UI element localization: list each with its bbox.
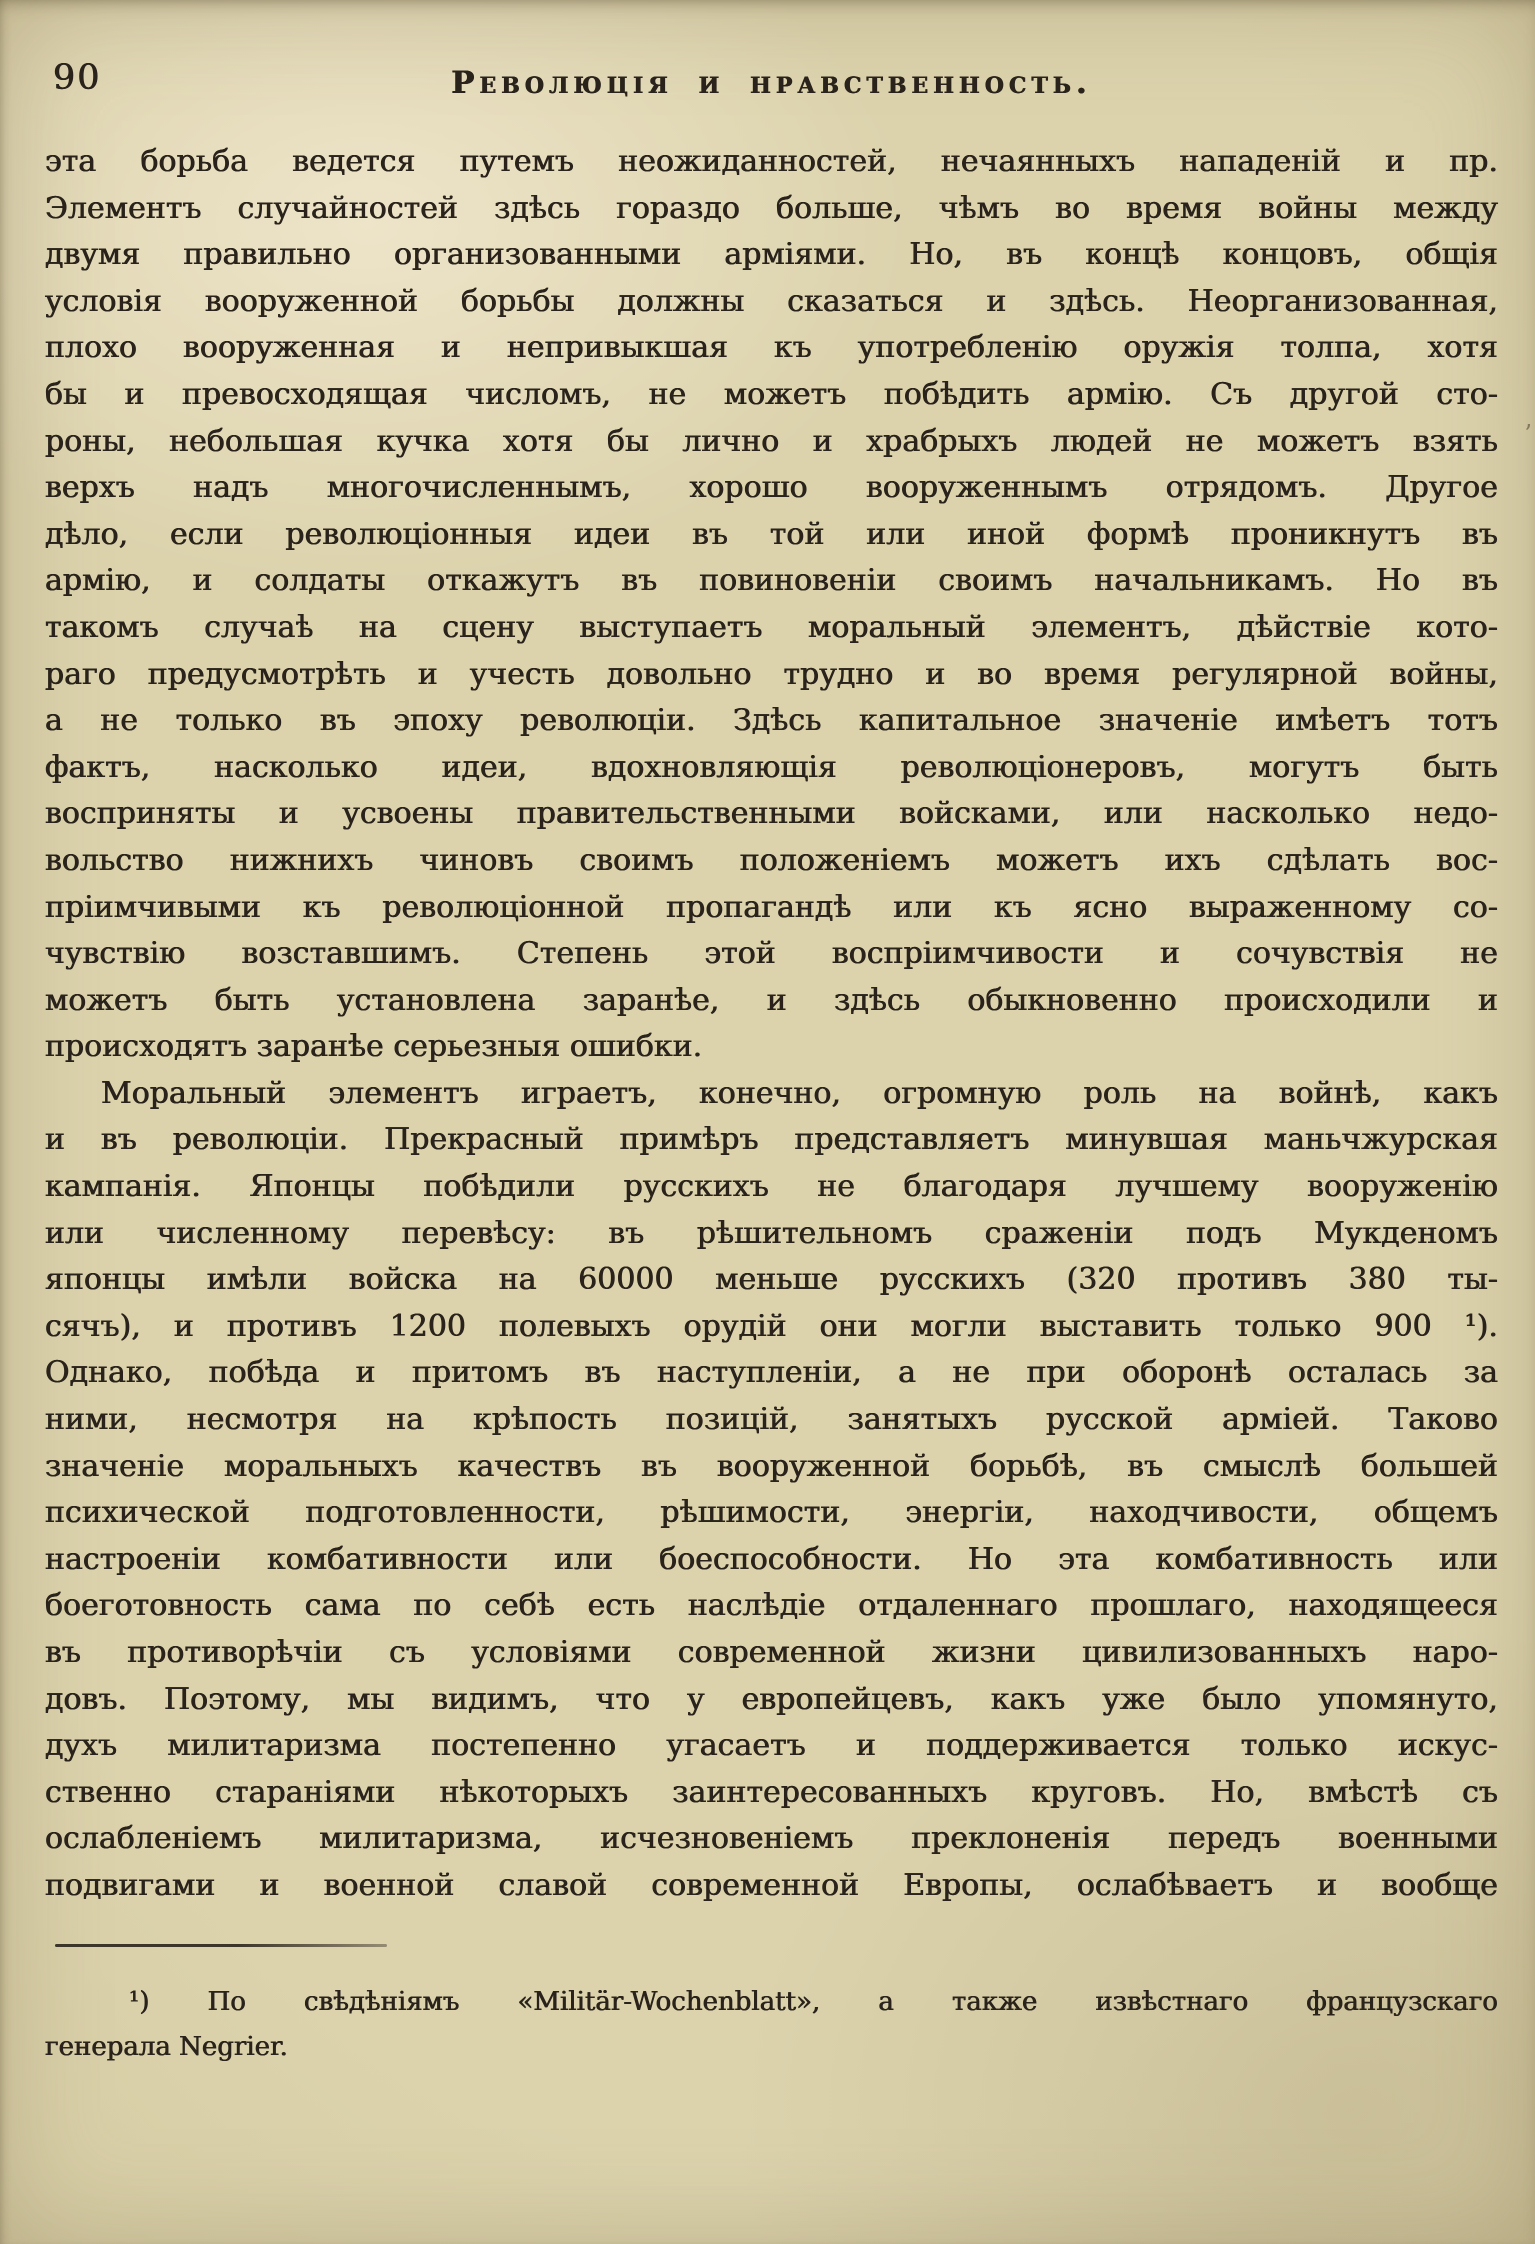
text-line: плохо вооруженная и непривыкшая къ употребленію оружія толпа, хотя xyxy=(45,330,1498,366)
page-header xyxy=(45,56,1498,110)
text-line: пріимчивыми къ революціонной пропагандѣ или къ ясно выраженному со- xyxy=(45,889,1498,925)
text-line: а не только въ эпоху революціи. Здѣсь капитальное значеніе имѣетъ тотъ xyxy=(45,703,1498,739)
footnote xyxy=(45,1980,1498,2070)
text-line: такомъ случаѣ на сцену выступаетъ моральный элементъ, дѣйствіе кото- xyxy=(45,609,1498,645)
text-line: настроеніи комбативности или боеспособности. Но эта комбативность или xyxy=(45,1541,1498,1577)
text-line: или численному перевѣсу: въ рѣшительномъ сраженіи подъ Мукденомъ xyxy=(45,1215,1498,1251)
footnote-line: генерала Negrier. xyxy=(45,2032,288,2062)
text-line: дѣло, если революціонныя идеи въ той или иной формѣ проникнутъ въ xyxy=(45,516,1498,552)
text-line: раго предусмотрѣть и учесть довольно трудно и во время регулярной войны, xyxy=(45,656,1498,692)
page-body-text xyxy=(45,139,1498,1910)
footnote-line: ¹) По свѣдѣніямъ «Militär-Wochenblatt», а также извѣстнаго французскаго xyxy=(129,1987,1498,2017)
text-line: вольство нижнихъ чиновъ своимъ положеніемъ можетъ ихъ сдѣлать вос- xyxy=(45,842,1498,878)
text-line: бы и превосходящая числомъ, не можетъ побѣдить армію. Съ другой сто- xyxy=(45,376,1498,412)
text-line: эта борьба ведется путемъ неожиданностей, нечаянныхъ нападеній и пр. xyxy=(45,144,1498,179)
running-head: Революція и нравственность. xyxy=(451,65,1092,101)
text-line: восприняты и усвоены правительственными войсками, или насколько недо- xyxy=(45,796,1498,832)
text-line: и въ революціи. Прекрасный примѣръ представляетъ минувшая маньчжурская xyxy=(45,1122,1498,1158)
paragraph-2 xyxy=(45,1071,1498,1910)
text-line: японцы имѣли войска на 60000 меньше русскихъ (320 противъ 380 ты- xyxy=(45,1262,1498,1298)
text-line: сячъ), и противъ 1200 полевыхъ орудій они могли выставить только 900 ¹). xyxy=(45,1308,1498,1344)
text-line: происходятъ заранѣе серьезныя ошибки. xyxy=(45,1029,703,1065)
text-line: условія вооруженной борьбы должны сказаться и здѣсь. Неорганизованная, xyxy=(45,283,1498,319)
text-line: въ противорѣчіи съ условіями современной жизни цивилизованныхъ наро- xyxy=(45,1635,1498,1670)
page-number: 90 xyxy=(53,58,102,98)
text-line: верхъ надъ многочисленнымъ, хорошо вооруженнымъ отрядомъ. Другое xyxy=(45,470,1498,506)
text-line: ослабленіемъ милитаризма, исчезновеніемъ преклоненія передъ военными xyxy=(45,1821,1498,1857)
scan-edge-mark: ’ xyxy=(1524,420,1532,448)
text-line: кампанія. Японцы побѣдили русскихъ не благодаря лучшему вооруженію xyxy=(45,1169,1498,1205)
text-line: духъ милитаризма постепенно угасаетъ и поддерживается только искус- xyxy=(45,1728,1498,1764)
text-line: можетъ быть установлена заранѣе, и здѣсь обыкновенно происходили и xyxy=(45,982,1498,1018)
paragraph-1 xyxy=(45,139,1498,1071)
text-line: боеготовность сама по себѣ есть наслѣдіе отдаленнаго прошлаго, находящееся xyxy=(45,1588,1498,1624)
text-line: довъ. Поэтому, мы видимъ, что у европейцевъ, какъ уже было упомянуто, xyxy=(45,1681,1498,1717)
text-line: Элементъ случайностей здѣсь гораздо больше, чѣмъ во время войны между xyxy=(45,190,1498,226)
text-line: подвигами и военной славой современной Европы, ослабѣваетъ и вообще xyxy=(45,1867,1498,1903)
text-line: роны, небольшая кучка хотя бы лично и храбрыхъ людей не можетъ взять xyxy=(45,423,1498,459)
text-line: ственно стараніями нѣкоторыхъ заинтересованныхъ круговъ. Но, вмѣстѣ съ xyxy=(45,1774,1498,1810)
text-line: чувствію возставшимъ. Степень этой воспріимчивости и сочувствія не xyxy=(45,936,1498,972)
text-line: двумя правильно организованными арміями. Но, въ концѣ концовъ, общія xyxy=(45,237,1498,273)
text-line: значеніе моральныхъ качествъ въ вооруженной борьбѣ, въ смыслѣ большей xyxy=(45,1448,1498,1484)
text-line: психической подготовленности, рѣшимости, энергіи, находчивости, общемъ xyxy=(45,1495,1498,1531)
text-line: фактъ, насколько идеи, вдохновляющія революціонеровъ, могутъ быть xyxy=(45,749,1498,785)
text-line: Однако, побѣда и притомъ въ наступленіи, а не при оборонѣ осталась за xyxy=(45,1355,1498,1391)
footnote-divider xyxy=(55,1944,387,1947)
text-line: Моральный элементъ играетъ, конечно, огромную роль на войнѣ, какъ xyxy=(101,1075,1498,1111)
text-line: ними, несмотря на крѣпость позицій, занятыхъ русской арміей. Таково xyxy=(45,1402,1498,1438)
text-line: армію, и солдаты откажутъ въ повиновеніи своимъ начальникамъ. Но въ xyxy=(45,563,1498,599)
